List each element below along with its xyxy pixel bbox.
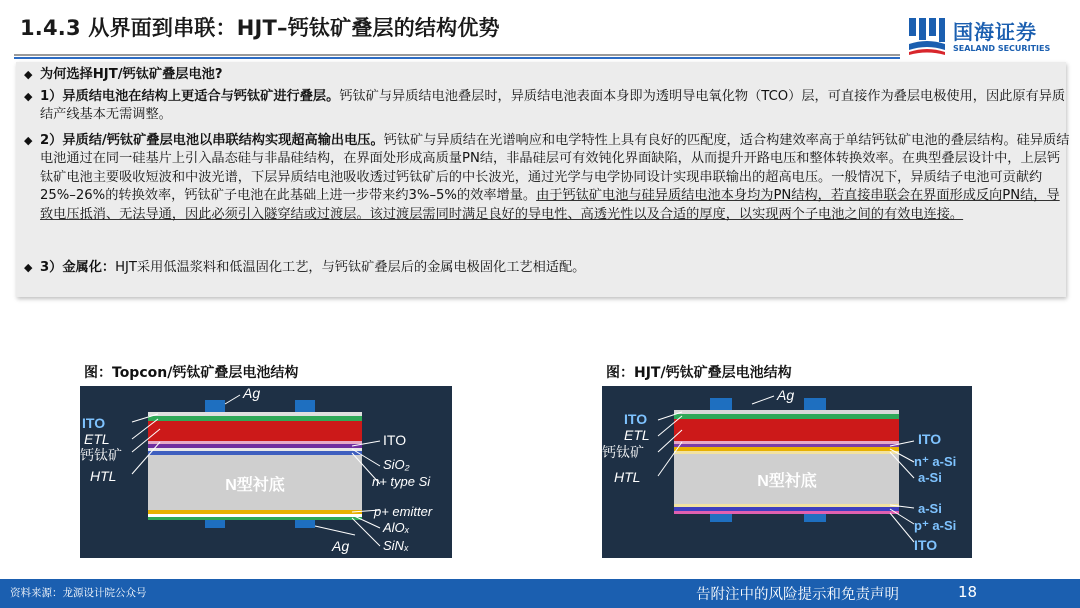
- summary-heading: [24, 66, 1070, 84]
- label-n-type-si: n+ type Si: [372, 474, 431, 489]
- label-ag-top: Ag: [777, 387, 795, 403]
- top-ag-contact: [710, 398, 732, 410]
- label-etl: ETL: [624, 427, 650, 443]
- label-sinx: SiNₓ: [383, 538, 409, 553]
- diamond-bullet-icon: ◆: [24, 261, 33, 274]
- topcon-stack-diagram: [80, 386, 452, 558]
- label-p-a-si: p⁺ a-Si: [914, 518, 957, 533]
- htl-layer: [148, 441, 362, 444]
- point-2: [24, 132, 1070, 224]
- label-perovskite: 钙钛矿: [602, 444, 644, 460]
- label-ito-right: ITO: [383, 432, 407, 448]
- label-etl: ETL: [84, 431, 110, 447]
- page-title: 1.4.3 从界面到串联：HJT–钙钛矿叠层的结构优势: [20, 16, 500, 40]
- right-figure-caption: 图：HJT/钙钛矿叠层电池结构: [606, 365, 792, 381]
- point-3: [24, 259, 1070, 277]
- footer-source: 资料来源：龙源设计院公众号: [10, 587, 147, 599]
- sio2-layer: [148, 448, 362, 451]
- header-divider-gray: [14, 54, 900, 56]
- label-a-si-bottom: a-Si: [918, 501, 942, 516]
- point-2-heading: 2）异质结/钙钛矿叠层电池以串联结构实现超高输出电压。: [40, 133, 384, 148]
- diamond-bullet-icon: ◆: [24, 134, 33, 147]
- label-ito-left: ITO: [82, 415, 106, 431]
- bottom-ag-contact: [804, 514, 826, 522]
- footer-disclaimer: 告附注中的风险提示和免责声明: [696, 587, 899, 603]
- sinx-layer: [148, 517, 362, 520]
- header-divider-blue: [14, 57, 900, 59]
- label-ag-bottom: Ag: [332, 538, 350, 554]
- point-3-heading: 3）金属化：: [40, 260, 116, 275]
- summary-box: [16, 62, 1070, 297]
- company-logo: [906, 14, 1066, 60]
- label-ag-top: Ag: [243, 386, 261, 401]
- top-ag-contact: [804, 398, 826, 410]
- bottom-ag-contact: [295, 520, 315, 528]
- perovskite-layer: [674, 419, 899, 441]
- sealand-logo-icon: [906, 14, 948, 56]
- label-alox: AlOₓ: [383, 520, 410, 535]
- perovskite-layer: [148, 421, 362, 441]
- point-1: [24, 88, 1070, 125]
- top-ag-contact: [205, 400, 225, 412]
- hjt-stack-diagram: [602, 386, 972, 558]
- ito-layer: [148, 444, 362, 448]
- label-htl: HTL: [90, 468, 117, 484]
- logo-en-text: SEALAND SECURITIES: [953, 44, 1051, 53]
- p-emitter-layer: [148, 510, 362, 514]
- substrate-label: N型衬底: [757, 473, 817, 490]
- n-type-si-layer: [148, 451, 362, 455]
- label-ito-bottom: ITO: [914, 537, 938, 553]
- point-2-body: 钙钛矿与异质结在光谱响应和电学特性上具有良好的匹配度，适合构建效率高于单结钙钛矿电池的叠层结构。硅异质结电池通过在同一硅基片上引入晶态硅与非晶硅结构，在界面处形成高质量PN结，非晶硅层可有效钝化界面缺陷，从而提升开路电压和整体转换效率。在典型叠层设计中，上层钙钛矿电池主要吸收短波和中波光谱，下层异质结电池吸收透过钙钛矿后的中长波光，通过光学与电学协同设计实现串联输出的超高电压。一般情况下，异质结子电池可贡献约25%–26%的转换效率，钙钛矿子电池在此基础上进一步带来约3%–5%的效率增量。: [40, 133, 1070, 204]
- ito-layer: [674, 444, 899, 447]
- label-htl: HTL: [614, 469, 641, 485]
- top-ag-contact: [295, 400, 315, 412]
- etl-layer: [148, 416, 362, 421]
- ito-layer: [674, 410, 899, 414]
- p-a-si-layer: [674, 507, 899, 511]
- ito-layer: [148, 412, 362, 416]
- label-perovskite: 钙钛矿: [80, 447, 122, 463]
- diamond-bullet-icon: ◆: [24, 68, 33, 81]
- page-number: 18: [958, 583, 978, 601]
- logo-cn-text: 国海证券: [953, 20, 1037, 44]
- label-a-si-top: a-Si: [918, 470, 942, 485]
- label-ito-left: ITO: [624, 411, 648, 427]
- bottom-ag-contact: [205, 520, 225, 528]
- label-sio2: SiO₂: [383, 457, 410, 472]
- diamond-bullet-icon: ◆: [24, 90, 33, 103]
- etl-layer: [674, 414, 899, 419]
- label-n-a-si: n⁺ a-Si: [914, 454, 957, 469]
- footer-bar: [0, 579, 1080, 608]
- substrate-label: N型衬底: [225, 477, 285, 494]
- point-1-body: 钙钛矿与异质结电池叠层时，异质结电池表面本身即为透明导电氧化物（TCO）层，可直接作为叠层电极使用，因此原有异质结产线基本无需调整。: [40, 89, 1066, 123]
- a-si-layer: [674, 504, 899, 507]
- n-a-si-layer: [674, 447, 899, 451]
- bottom-ag-contact: [710, 514, 732, 522]
- label-p-emitter: p+ emitter: [374, 504, 433, 519]
- ito-bottom-layer: [674, 511, 899, 514]
- label-ito-right: ITO: [918, 431, 942, 447]
- alox-layer: [148, 514, 362, 517]
- point-1-heading: 1）异质结电池在结构上更适合与钙钛矿进行叠层。: [40, 89, 340, 104]
- left-figure-caption: 图：Topcon/钙钛矿叠层电池结构: [84, 365, 299, 381]
- htl-layer: [674, 441, 899, 444]
- point-3-body: HJT采用低温浆料和低温固化工艺，与钙钛矿叠层后的金属电极固化工艺相适配。: [115, 260, 586, 275]
- a-si-layer: [674, 451, 899, 454]
- point-2-underlined: 由于钙钛矿电池与硅异质结电池本身均为PN结构，若直接串联会在界面形成反向PN结，导致电压抵消、无法导通，因此必须引入隧穿结或过渡层。该过渡层需同时满足良好的导电性、高透光性以及合适的厚度，以实现两个子电池之间的有效电连接。: [40, 188, 1060, 222]
- summary-heading-text: 为何选择HJT/钙钛矿叠层电池?: [40, 67, 223, 82]
